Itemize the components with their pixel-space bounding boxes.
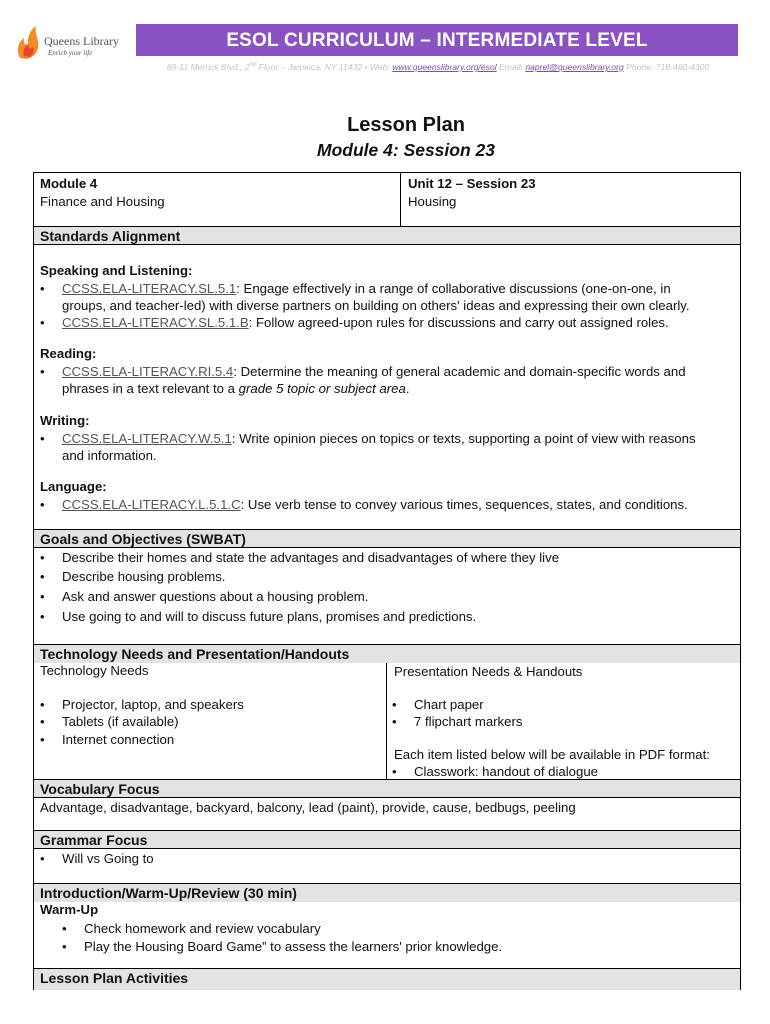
- writing-label: Writing:: [40, 413, 90, 428]
- ri-5-4-text-cont: [62, 381, 410, 396]
- logo-tagline: Enrich your life: [48, 49, 93, 57]
- module-value: Finance and Housing: [40, 194, 165, 209]
- technology-divider: [386, 663, 387, 779]
- intro-heading: Introduction/Warm-Up/Review (30 min): [34, 884, 740, 902]
- goal-item: • Ask and answer questions about a housing problem.: [62, 589, 368, 604]
- standards-heading: Standards Alignment: [34, 227, 740, 245]
- activities-section: [34, 968, 740, 986]
- standard-sl-5-1-b: [62, 315, 669, 330]
- speaking-label: Speaking and Listening:: [40, 263, 193, 278]
- standards-section: [34, 226, 740, 512]
- lesson-plan-table: [33, 172, 741, 990]
- vocabulary-heading: Vocabulary Focus: [34, 780, 740, 798]
- presentation-item: • Chart paper: [414, 697, 484, 712]
- page-subtitle: Module 4: Session 23: [317, 140, 495, 160]
- warm-up-label: Warm-Up: [40, 902, 99, 917]
- goals-heading: Goals and Objectives (SWBAT): [34, 530, 740, 548]
- module-label: Module 4: [40, 176, 98, 191]
- activities-heading: Lesson Plan Activities: [34, 969, 740, 990]
- standard-w-5-1: [62, 431, 696, 446]
- w-5-1-link[interactable]: CCSS.ELA-LITERACY.W.5.1: [62, 431, 232, 446]
- standard-ri-5-4: [62, 364, 686, 379]
- sl-5-1-link[interactable]: CCSS.ELA-LITERACY.SL.5.1: [62, 281, 237, 296]
- sl-5-1-b-text: : Follow agreed-upon rules for discussions and carry out assigned roles.: [248, 315, 669, 330]
- presentation-needs-label: Presentation Needs & Handouts: [394, 664, 583, 679]
- logo-name: Queens Library: [44, 34, 119, 48]
- reading-label: Reading:: [40, 346, 97, 361]
- grammar-section: [34, 830, 740, 866]
- email-link[interactable]: naprel@queenslibrary.org: [525, 62, 624, 72]
- l-5-1-c-text: : Use verb tense to convey various times, sequences, states, and conditions.: [240, 497, 688, 512]
- contact-line: [136, 62, 740, 72]
- ri-5-4-italic: grade 5 topic or subject area: [238, 381, 406, 396]
- address-text-2: Floor – Jamaica, NY 11432 • Web:: [256, 62, 393, 72]
- module-divider: [400, 173, 401, 226]
- l-5-1-c-link[interactable]: CCSS.ELA-LITERACY.L.5.1.C: [62, 497, 241, 512]
- grammar-item: • Will vs Going to: [62, 851, 154, 866]
- ri-5-4-link[interactable]: CCSS.ELA-LITERACY.RI.5.4: [62, 364, 234, 379]
- vocabulary-section: [34, 779, 740, 815]
- tech-item: • Projector, laptop, and speakers: [62, 697, 244, 712]
- goal-item: • Describe housing problems.: [62, 569, 225, 584]
- email-label: Email:: [496, 62, 526, 72]
- grammar-heading: Grammar Focus: [34, 831, 740, 849]
- curriculum-banner: ESOL CURRICULUM – INTERMEDIATE LEVEL: [136, 24, 738, 56]
- address-text: 89-11 Merrick Blvd., 2: [166, 62, 250, 72]
- queens-library-logo: [14, 20, 132, 64]
- goals-section: [34, 529, 740, 624]
- w-5-1-text-cont: and information.: [62, 448, 157, 463]
- presentation-item: • 7 flipchart markers: [414, 714, 522, 729]
- standard-l-5-1-c: [62, 497, 688, 512]
- web-link[interactable]: www.queenslibrary.org/esol: [392, 62, 497, 72]
- vocabulary-text: Advantage, disadvantage, backyard, balcony, lead (paint), provide, cause, bedbugs, peeling: [40, 800, 576, 815]
- goal-item: • Use going to and will to discuss future plans, promises and predictions.: [62, 609, 476, 624]
- standard-sl-5-1: [62, 281, 671, 296]
- pdf-item: • Classwork: handout of dialogue: [414, 764, 598, 779]
- ri-5-4-text-b: phrases in a text relevant to a: [62, 381, 239, 396]
- unit-value: Housing: [408, 194, 457, 209]
- phone-text: Phone: 718-480-4300: [623, 62, 710, 72]
- technology-needs-label: Technology Needs: [40, 663, 149, 678]
- page-title: Lesson Plan: [347, 114, 465, 136]
- address-sup: nd: [249, 62, 257, 69]
- technology-section: [34, 644, 740, 779]
- sl-5-1-text: : Engage effectively in a range of collaborative discussions (one-on-one, in: [236, 281, 671, 296]
- flame-icon: [14, 22, 44, 62]
- goal-item: • Describe their homes and state the advantages and disadvantages of where they live: [62, 550, 559, 565]
- warm-up-item: • Check homework and review vocabulary: [84, 921, 321, 936]
- tech-item: • Tablets (if available): [62, 714, 179, 729]
- tech-item: • Internet connection: [62, 732, 174, 747]
- w-5-1-text: : Write opinion pieces on topics or texts, supporting a point of view with reasons: [231, 431, 696, 446]
- pdf-note: Each item listed below will be available in PDF format:: [394, 747, 710, 762]
- sl-5-1-b-link[interactable]: CCSS.ELA-LITERACY.SL.5.1.B: [62, 315, 249, 330]
- language-label: Language:: [40, 479, 107, 494]
- warm-up-item: • Play the Housing Board Game” to assess the learners' prior knowledge.: [84, 939, 502, 954]
- technology-heading: Technology Needs and Presentation/Handouts: [34, 645, 740, 663]
- ri-5-4-end: .: [405, 381, 410, 396]
- unit-label: Unit 12 – Session 23: [408, 176, 536, 191]
- sl-5-1-text-cont: groups, and teacher-led) with diverse partners on building on others' ideas and expressing their own clearly.: [62, 298, 690, 313]
- ri-5-4-text: : Determine the meaning of general academic and domain-specific words and: [233, 364, 686, 379]
- intro-section: [34, 883, 740, 954]
